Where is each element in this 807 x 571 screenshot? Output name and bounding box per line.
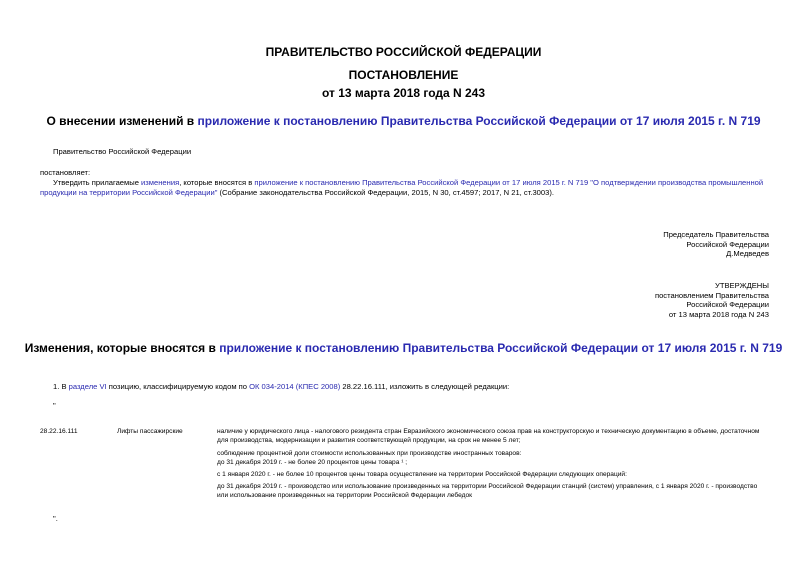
p1-text-b: , которые вносятся в xyxy=(179,178,255,187)
changes-title xyxy=(0,341,807,355)
signature-line-2: Российской Федерации xyxy=(686,239,769,249)
item1-link-classifier[interactable]: ОК 034-2014 (КПЕС 2008) xyxy=(249,382,341,391)
req-1: наличие у юридического лица - налогового резидента стран Евразийского экономического союза прав на конструкторскую и техническую документацию в объеме, достаточном для производства, модернизации и развития соответствующей продукции, на срок не менее 5 лет; xyxy=(217,428,760,444)
req-3: до 31 декабря 2019 г. - не более 20 процентов цены товара ¹ ; xyxy=(217,459,408,466)
changes-title-prefix: Изменения, которые вносятся в xyxy=(24,341,220,355)
p1-link-appendix[interactable]: приложение к постановлению Правительства Российской Федерации от 17 июля 2015 г. N 719 "О подтверждении производства промышленной продукции на территории Российской Федерации" xyxy=(40,178,764,197)
document-type: ПОСТАНОВЛЕНИЕ xyxy=(348,68,459,82)
signature-line-3: Д.Медведев xyxy=(726,249,769,258)
changes-title-link[interactable]: приложение к постановлению Правительства Российской Федерации от 17 июля 2015 г. N 719 xyxy=(219,341,783,355)
p1-text-c: (Собрание законодательства Российской Федерации, 2015, N 30, ст.4597; 2017, N 21, ст.3003). xyxy=(217,187,554,197)
p1-text-a: Утвердить прилагаемые xyxy=(53,178,142,187)
title-prefix: О внесении изменений в xyxy=(46,114,198,128)
approved-block xyxy=(469,281,769,319)
gov-line: Правительство Российской Федерации xyxy=(53,147,192,156)
item1-link-section[interactable]: разделе VI xyxy=(68,382,107,391)
approved-line-4: от 13 марта 2018 года N 243 xyxy=(668,309,769,319)
approved-line-3: Российской Федерации xyxy=(686,300,769,309)
government-name: ПРАВИТЕЛЬСТВО РОССИЙСКОЙ ФЕДЕРАЦИИ xyxy=(265,45,542,59)
approved-line-2: постановлением Правительства xyxy=(654,290,769,300)
item-1 xyxy=(53,382,509,392)
document-date: от 13 марта 2018 года N 243 xyxy=(321,86,486,100)
title-link[interactable]: приложение к постановлению Правительства Российской Федерации от 17 июля 2015 г. N 719 xyxy=(197,114,761,128)
item1-text-b: позицию, классифицируемую кодом по xyxy=(106,382,250,391)
req-5: до 31 декабря 2019 г. - производство или использование произведенных на территории Российской Федерации станций (систем) управления, с 1 января 2020 г. - производство или использование произведенных на территории Российской Федерации лебедок xyxy=(217,483,758,499)
decrees-word: постановляет: xyxy=(40,168,91,177)
table-cell-code: 28.22.16.111 xyxy=(40,428,78,435)
req-2: соблюдение процентной доли стоимости использованных при производстве иностранных товаров: xyxy=(217,450,522,457)
document-title xyxy=(0,114,807,128)
quote-close: ". xyxy=(53,514,58,523)
signature-block xyxy=(469,230,769,259)
item1-text-a: 1. В xyxy=(53,382,69,391)
p1-link-changes[interactable]: изменения xyxy=(141,178,180,187)
req-4: с 1 января 2020 г. - не более 10 процентов цены товара осуществление на территории Российской Федерации следующих операций: xyxy=(217,471,627,478)
table-cell-name: Лифты пассажирские xyxy=(117,428,183,435)
paragraph-1 xyxy=(40,178,770,197)
table-cell-requirements xyxy=(217,427,769,500)
quote-open: " xyxy=(53,401,56,410)
signature-line-1: Председатель Правительства xyxy=(663,230,769,239)
approved-line-1: УТВЕРЖДЕНЫ xyxy=(715,281,769,290)
item1-text-c: 28.22.16.111, изложить в следующей редакции: xyxy=(340,382,510,391)
